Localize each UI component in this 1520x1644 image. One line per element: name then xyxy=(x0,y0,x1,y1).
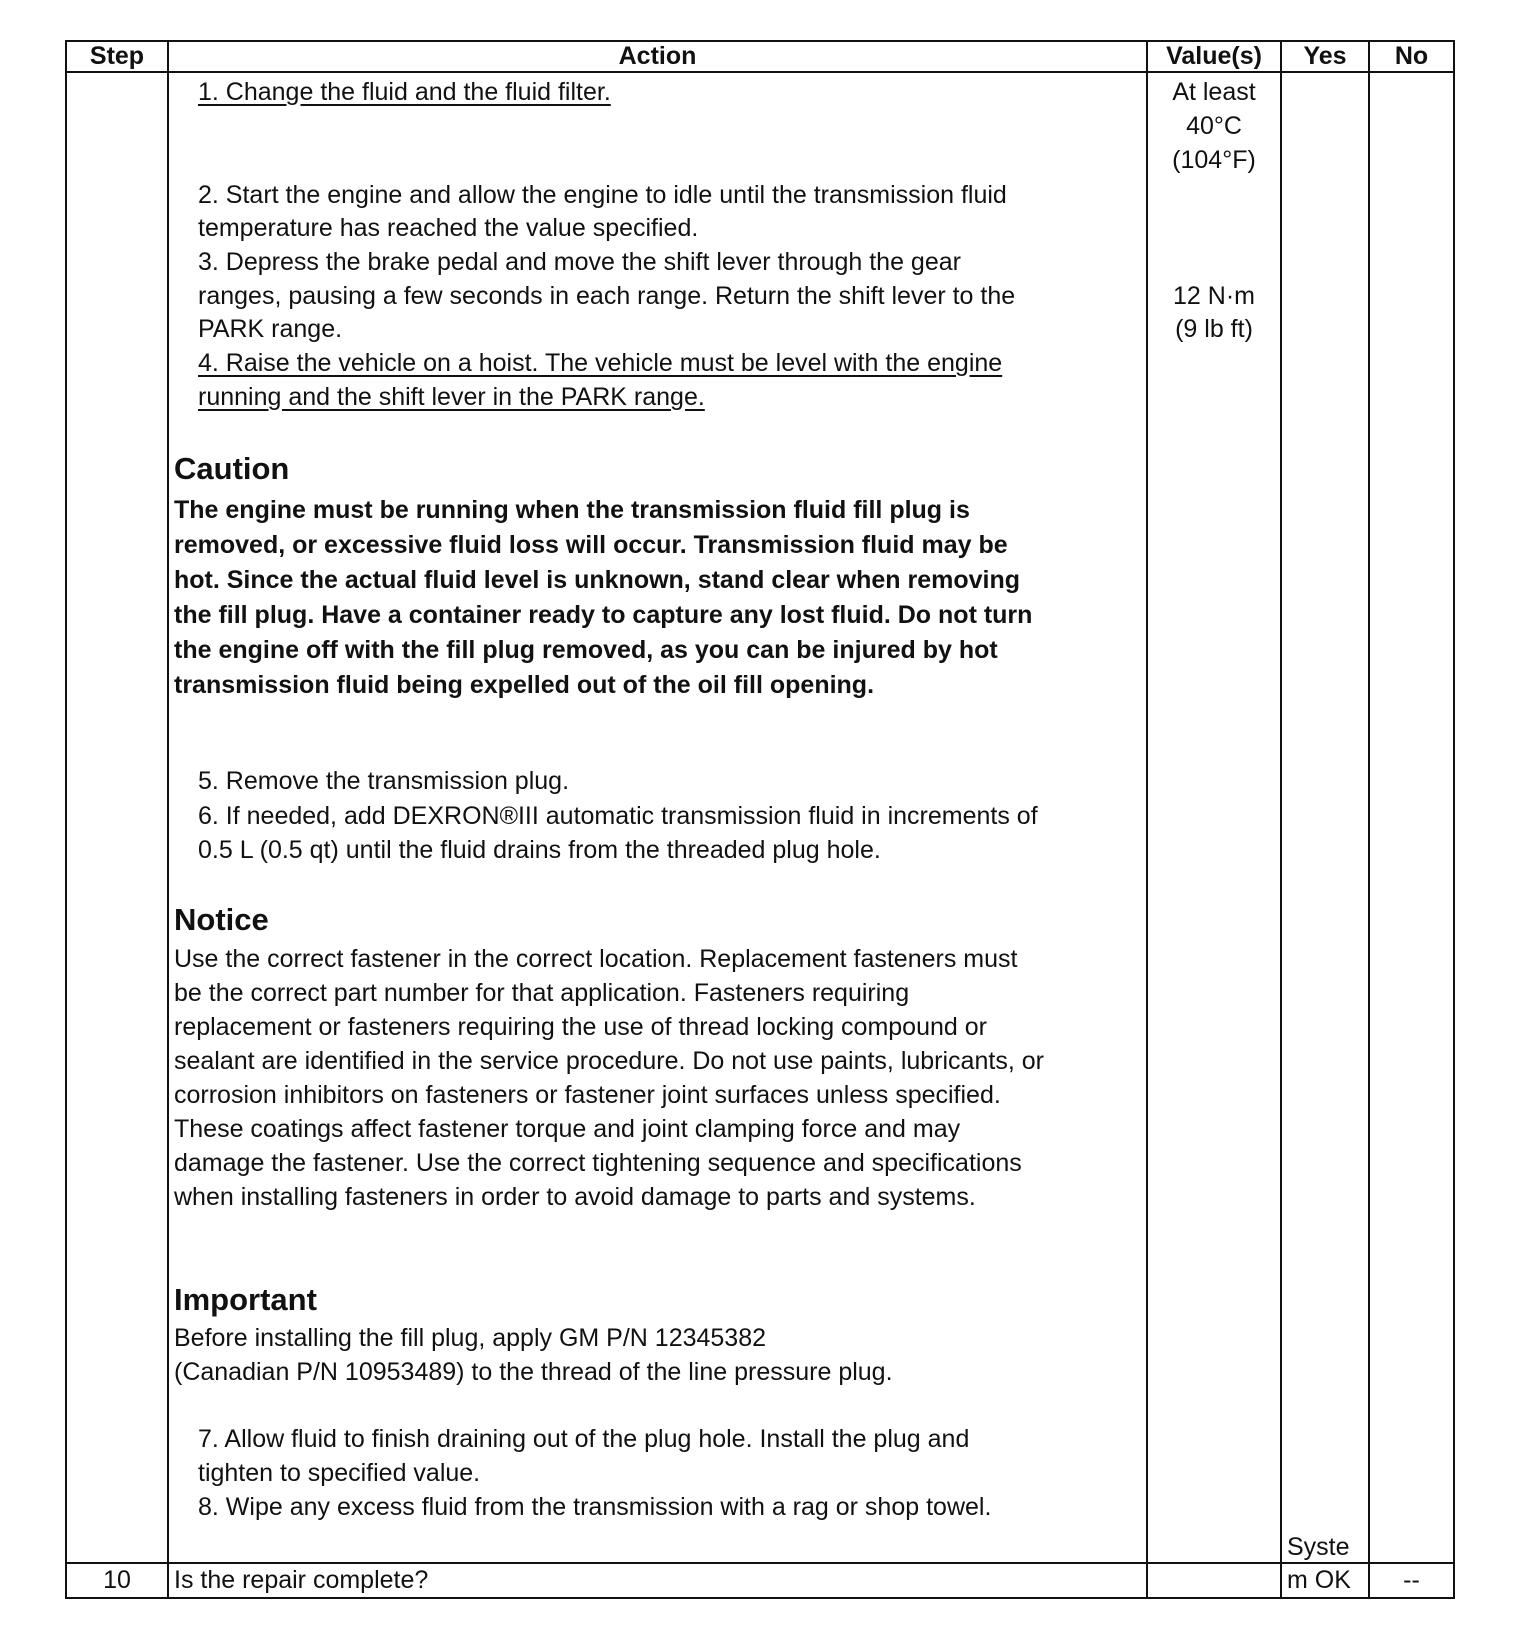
step-line: temperature has reached the value specified. xyxy=(198,214,699,242)
notice-line: Use the correct fastener in the correct location. Replacement fasteners must xyxy=(174,945,1018,973)
table-border-left xyxy=(65,40,67,1599)
important-line: (Canadian P/N 10953489) to the thread of the line pressure plug. xyxy=(174,1358,893,1386)
step-line: 2. Start the engine and allow the engine to idle until the transmission fluid xyxy=(198,181,1007,209)
notice-line: when installing fasteners in order to avoid damage to parts and systems. xyxy=(174,1183,976,1211)
header-yes: Yes xyxy=(1303,42,1347,70)
important-heading: Important xyxy=(174,1282,317,1317)
step-line: 1. Change the fluid and the fluid filter. xyxy=(198,78,611,106)
header-step: Step xyxy=(89,42,145,70)
step-line: 4. Raise the vehicle on a hoist. The vehicle must be level with the engine xyxy=(198,349,1003,377)
step-line: 7. Allow fluid to finish draining out of the plug hole. Install the plug and xyxy=(198,1425,970,1453)
caution-line: transmission fluid being expelled out of the oil fill opening. xyxy=(174,671,875,699)
step-line: PARK range. xyxy=(198,315,343,343)
step-line: 6. If needed, add DEXRON®III automatic transmission fluid in increments of xyxy=(198,802,1038,830)
row10-yes-line: Syste xyxy=(1287,1533,1350,1561)
step-line: 3. Depress the brake pedal and move the shift lever through the gear xyxy=(198,248,961,276)
notice-line: These coatings affect fastener torque and joint clamping force and may xyxy=(174,1115,961,1143)
notice-line: replacement or fasteners requiring the use of thread locking compound or xyxy=(174,1013,987,1041)
header-action: Action xyxy=(618,42,697,70)
caution-line: removed, or excessive fluid loss will occur. Transmission fluid may be xyxy=(174,531,1008,559)
notice-line: corrosion inhibitors on fasteners or fastener joint surfaces unless specified. xyxy=(174,1081,1001,1109)
row10-yes-line: m OK xyxy=(1287,1566,1351,1594)
value-temp-line: (104°F) xyxy=(1172,146,1256,174)
caution-line: hot. Since the actual fluid level is unknown, stand clear when removing xyxy=(174,566,1021,594)
step-line: 0.5 L (0.5 qt) until the fluid drains from the threaded plug hole. xyxy=(198,836,881,864)
row10-no: -- xyxy=(1403,1566,1420,1594)
value-temp-line: 40°C xyxy=(1186,112,1242,140)
caution-line: The engine must be running when the transmission fluid fill plug is xyxy=(174,496,970,524)
notice-line: sealant are identified in the service procedure. Do not use paints, lubricants, or xyxy=(174,1047,1044,1075)
header-values: Value(s) xyxy=(1166,42,1262,70)
value-torque-line: (9 lb ft) xyxy=(1175,315,1253,343)
column-divider-values xyxy=(1280,40,1282,1599)
step-line: 8. Wipe any excess fluid from the transmission with a rag or shop towel. xyxy=(198,1493,992,1521)
column-divider-action xyxy=(1146,40,1148,1599)
step-line: 5. Remove the transmission plug. xyxy=(198,767,570,795)
notice-line: damage the fastener. Use the correct tightening sequence and specifications xyxy=(174,1149,1022,1177)
table-border-right xyxy=(1453,40,1455,1599)
column-divider-yes xyxy=(1368,40,1370,1599)
column-divider-step xyxy=(167,40,169,1599)
step-line: ranges, pausing a few seconds in each range. Return the shift lever to the xyxy=(198,282,1016,310)
table-border-bottom xyxy=(65,1597,1455,1599)
caution-line: the fill plug. Have a container ready to capture any lost fluid. Do not turn xyxy=(174,601,1033,629)
step-line: running and the shift lever in the PARK range. xyxy=(198,383,705,411)
row10-question: Is the repair complete? xyxy=(174,1566,429,1594)
value-temp-line: At least xyxy=(1172,78,1256,106)
row10-step-number: 10 xyxy=(103,1566,131,1594)
notice-line: be the correct part number for that application. Fasteners requiring xyxy=(174,979,910,1007)
caution-line: the engine off with the fill plug removed, as you can be injured by hot xyxy=(174,636,998,664)
notice-heading: Notice xyxy=(174,902,269,937)
header-no: No xyxy=(1394,42,1429,70)
step-line: tighten to specified value. xyxy=(198,1459,481,1487)
value-torque-line: 12 N·m xyxy=(1173,282,1255,310)
caution-heading: Caution xyxy=(174,451,290,486)
important-line: Before installing the fill plug, apply GM P/N 12345382 xyxy=(174,1324,767,1352)
